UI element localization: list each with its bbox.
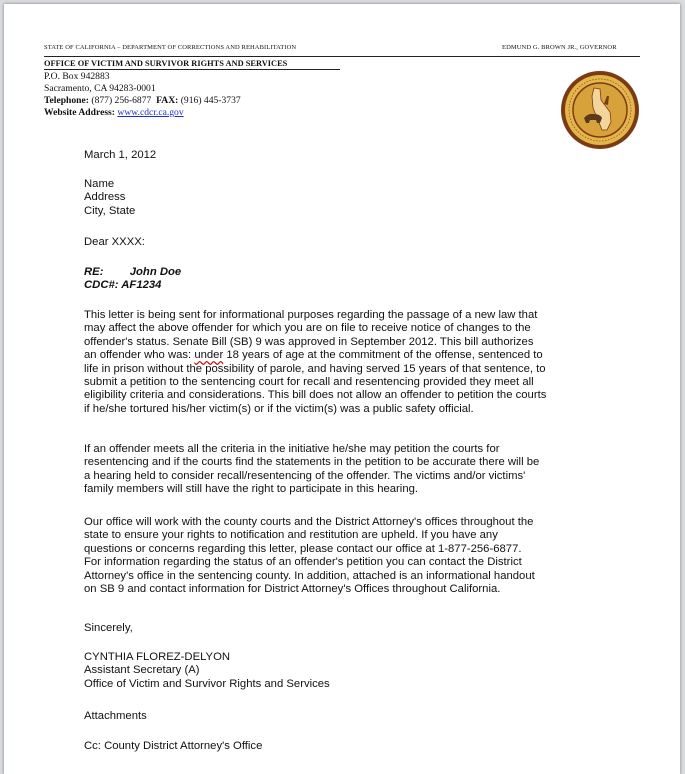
paragraph-3-line: Attorney's office in the sentencing county. In addition, attached is an informational handout bbox=[84, 569, 535, 582]
fax-number: (916) 445-3737 bbox=[180, 95, 241, 106]
paragraph-1 bbox=[84, 309, 614, 416]
cdc-line bbox=[84, 279, 614, 292]
paragraph-2-line: a hearing held to consider recall/resentencing of the offender. The victims and/or victims' bbox=[84, 469, 526, 482]
paragraph-1-fragment: an offender who was: bbox=[84, 349, 195, 362]
signer-title: Assistant Secretary (A) bbox=[84, 664, 200, 677]
letter-date: March 1, 2012 bbox=[84, 149, 157, 161]
website-link[interactable]: www.cdcr.ca.gov bbox=[117, 107, 184, 118]
paragraph-1-line: submit a petition to the sentencing court for recall and resentencing provided they meet all bbox=[84, 376, 534, 389]
recipient-address: Address bbox=[84, 191, 126, 204]
recipient-name: Name bbox=[84, 178, 115, 190]
attachments-note: Attachments bbox=[84, 710, 147, 722]
paragraph-1-line bbox=[84, 349, 614, 362]
paragraph-1-line: if he/she tortured his/her victim(s) or if the victim(s) was a public safety official. bbox=[84, 402, 474, 415]
signer-office: Office of Victim and Survivor Rights and Services bbox=[84, 677, 330, 690]
recipient-city-state: City, State bbox=[84, 204, 136, 217]
spellcheck-flagged-word: under bbox=[194, 349, 224, 362]
paragraph-3-line: Our office will work with the county courts and the District Attorney's offices throughout the bbox=[84, 516, 534, 528]
paragraph-1-line: life in prison without the possibility of parole, and having served 15 years of that sentence, to bbox=[84, 362, 546, 375]
po-box: P.O. Box 942883 bbox=[44, 71, 110, 82]
closing: Sincerely, bbox=[84, 622, 133, 634]
state-department-line: STATE OF CALIFORNIA – DEPARTMENT OF CORRECTIONS AND REHABILITATION bbox=[44, 44, 297, 51]
website-line bbox=[44, 107, 184, 119]
cc-line: Cc: County District Attorney's Office bbox=[84, 740, 263, 752]
paragraph-3-line: on SB 9 and contact information for District Attorney's Offices throughout California. bbox=[84, 583, 501, 596]
re-label: RE: bbox=[84, 266, 104, 278]
california-state-seal-icon bbox=[560, 70, 640, 150]
city-line: Sacramento, CA 94283-0001 bbox=[44, 83, 156, 94]
office-name: OFFICE OF VICTIM AND SURVIVOR RIGHTS AND SERVICES bbox=[44, 58, 340, 70]
telephone-number: (877) 256-6877 bbox=[91, 95, 152, 106]
header-rule bbox=[44, 56, 640, 57]
paragraph-1-line: This letter is being sent for informational purposes regarding the passage of a new law that bbox=[84, 309, 538, 321]
paragraph-2-line: If an offender meets all the criteria in the initiative he/she may petition the courts for bbox=[84, 443, 500, 455]
paragraph-3-line: For information regarding the status of an offender's petition you can contact the District bbox=[84, 556, 522, 569]
paragraph-3 bbox=[84, 516, 614, 596]
paragraph-1-line: offender's status. Senate Bill (SB) 9 was approved in September 2012. This bill authorizes bbox=[84, 335, 534, 348]
document-page bbox=[4, 4, 680, 774]
re-line bbox=[84, 266, 614, 279]
governor-line: EDMUND G. BROWN JR., GOVERNOR bbox=[502, 44, 617, 51]
cdc-number: AF1234 bbox=[121, 279, 162, 291]
paragraph-1-fragment: 18 years of age at the commitment of the offense, sentenced to bbox=[223, 349, 543, 362]
paragraph-3-line: state to ensure your rights to notification and restitution are upheld. If you have any bbox=[84, 529, 498, 542]
paragraph-1-line: may affect the above offender for which you are on file to receive notice of changes to the bbox=[84, 322, 531, 335]
cdc-label: CDC#: bbox=[84, 279, 119, 291]
signature-block bbox=[84, 651, 614, 691]
paragraph-1-line: eligibility criteria and considerations. This bill does not allow an offender to petition the courts bbox=[84, 389, 547, 402]
paragraph-2-line: family members will still have the right to participate in this hearing. bbox=[84, 483, 419, 496]
fax-label: FAX: bbox=[156, 95, 179, 106]
paragraph-2 bbox=[84, 443, 614, 497]
re-name: John Doe bbox=[129, 266, 182, 278]
salutation: Dear XXXX: bbox=[84, 236, 145, 248]
recipient-block bbox=[84, 178, 614, 218]
phone-fax-line bbox=[44, 95, 241, 107]
telephone-label: Telephone: bbox=[44, 95, 89, 106]
paragraph-2-line: resentencing and if the courts find the statements in the petition to be accurate there will be bbox=[84, 456, 540, 469]
signer-name: CYNTHIA FLOREZ-DELYON bbox=[84, 651, 231, 663]
paragraph-3-line: questions or concerns regarding this letter, please contact our office at 1-877-256-6877. bbox=[84, 542, 522, 555]
website-label: Website Address: bbox=[44, 107, 115, 118]
